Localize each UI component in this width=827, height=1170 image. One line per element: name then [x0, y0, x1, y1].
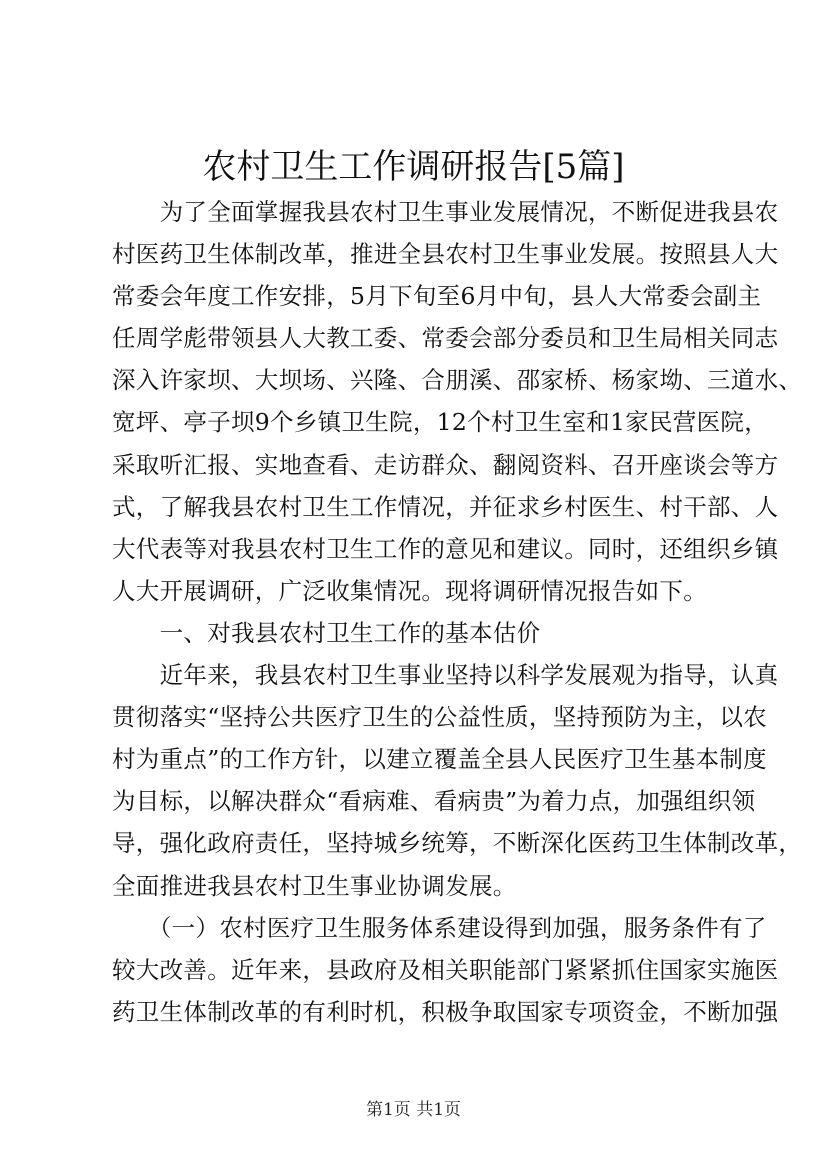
text-line: 任周学彪带领县人大教工委、常委会部分委员和卫生局相关同志	[112, 324, 779, 353]
text-line: 大代表等对我县农村卫生工作的意见和建议。同时，还组织乡镇	[112, 534, 779, 563]
text-line: 药卫生体制改革的有利时机，积极争取国家专项资金，不断加强	[112, 997, 779, 1026]
text-line: 全面推进我县农村卫生事业协调发展。	[112, 871, 517, 900]
text-line: 村为重点”的工作方针，以建立覆盖全县人民医疗卫生基本制度	[112, 745, 767, 774]
text-line: 采取听汇报、实地查看、走访群众、翻阅资料、召开座谈会等方	[112, 450, 779, 479]
text-line: 村医药卫生体制改革，推进全县农村卫生事业发展。按照县人大	[112, 240, 779, 269]
text-line: 近年来，我县农村卫生事业坚持以科学发展观为指导，认真	[112, 661, 779, 690]
text-line: 为目标，以解决群众“看病难、看病贵”为着力点，加强组织领	[112, 787, 756, 816]
text-line: 深入许家坝、大坝场、兴隆、合朋溪、邵家桥、杨家坳、三道水、	[112, 366, 803, 395]
text-line: 宽坪、亭子坝9个乡镇卫生院，12个村卫生室和1家民营医院，	[112, 408, 769, 437]
text-line: 导，强化政府责任，坚持城乡统筹，不断深化医药卫生体制改革，	[112, 829, 803, 858]
text-line: 为了全面掌握我县农村卫生事业发展情况，不断促进我县农	[112, 198, 779, 226]
text-line: 人大开展调研，广泛收集情况。现将调研情况报告如下。	[112, 576, 707, 605]
text-line: （一）农村医疗卫生服务体系建设得到加强，服务条件有了	[112, 913, 767, 942]
section-heading: 一、对我县农村卫生工作的基本估价	[112, 618, 541, 647]
text-line: 式，了解我县农村卫生工作情况，并征求乡村医生、村干部、人	[112, 492, 779, 521]
text-line: 较大改善。近年来，县政府及相关职能部门紧紧抓住国家实施医	[112, 955, 779, 984]
page-footer: 第1页 共1页	[365, 1100, 462, 1120]
text-line: 常委会年度工作安排，5月下旬至6月中旬，县人大常委会副主	[112, 282, 762, 311]
document-body	[112, 191, 803, 1033]
document-title: 农村卫生工作调研报告[5篇]	[202, 147, 625, 187]
text-line: 贯彻落实“坚持公共医疗卫生的公益性质，坚持预防为主，以农	[112, 703, 767, 732]
